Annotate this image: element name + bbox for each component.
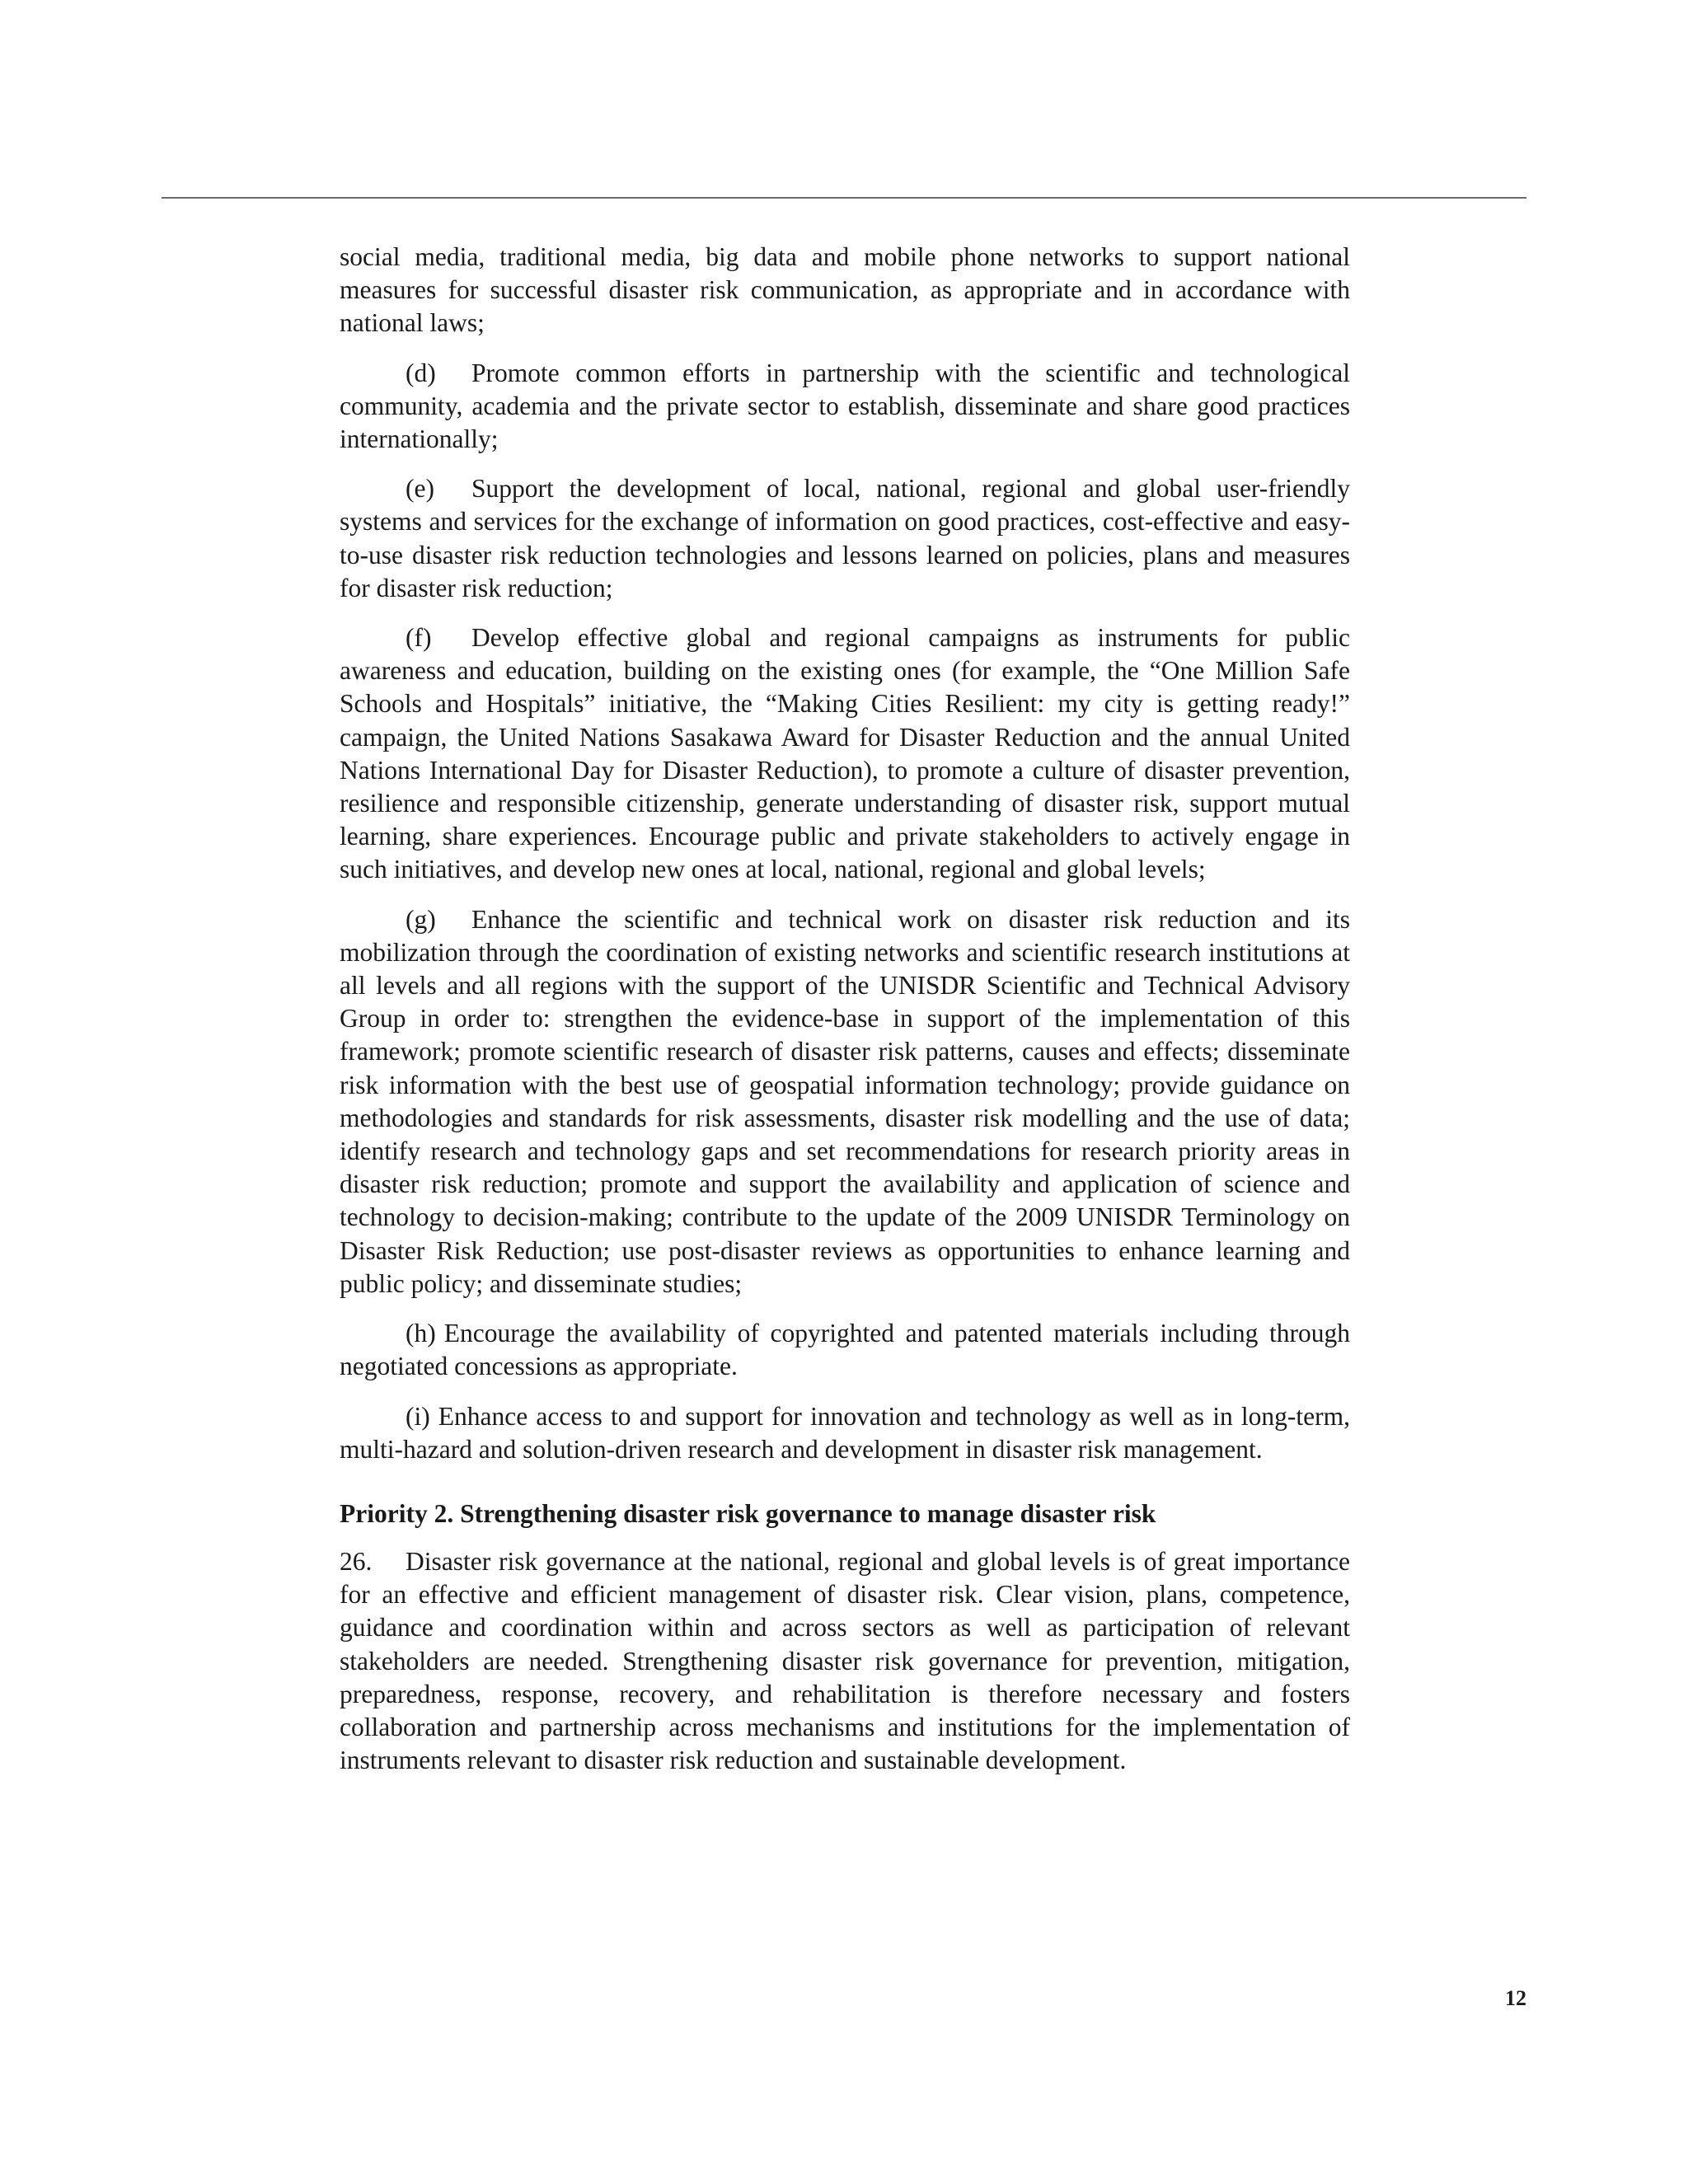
header-rule bbox=[162, 197, 1526, 199]
list-item-text: Enhance the scientific and technical work on disaster risk reduction and its mobilization through the coordination of existing networks and scientific research institutions at all levels and all regions with the support of the UNISDR Scientific and Technical Advisory Group in order to: strengthen the evidence-base in support of the implementation of this framework; promote scientific research of disaster risk patterns, causes and effects; disseminate risk information with the best use of geospatial information technology; provide guidance on methodologies and standards for risk assessments, disaster risk modelling and the use of data; identify research and technology gaps and set recommendations for research priority areas in disaster risk reduction; promote and support the availability and application of science and technology to decision-making; contribute to the update of the 2009 UNISDR Terminology on Disaster Risk Reduction; use post-disaster reviews as opportunities to enhance learning and public policy; and disseminate studies; bbox=[340, 904, 1350, 1298]
section-heading: Priority 2. Strengthening disaster risk governance to manage disaster risk bbox=[340, 1498, 1156, 1528]
paragraph-26 bbox=[340, 1545, 1350, 1777]
list-label: (e) bbox=[406, 474, 434, 504]
list-item-text: Enhance access to and support for innovation and technology as well as in long-term, multi-hazard and solution-driven research and development in disaster risk management. bbox=[340, 1401, 1350, 1464]
list-item-f bbox=[340, 621, 1350, 887]
list-item-text: Encourage the availability of copyrighted and patented materials including through negotiated concessions as appropriate. bbox=[340, 1319, 1350, 1381]
list-label: (g) bbox=[406, 904, 436, 934]
page-number: 12 bbox=[1505, 1986, 1526, 2010]
paragraph-text: Disaster risk governance at the national, regional and global levels is of great importance for an effective and efficient management of disaster risk. Clear vision, plans, competence, guidance and coordination within and across sectors as well as participation of relevant stakeholders are needed. Strengthening disaster risk governance for prevention, mitigation, preparedness, response, recovery, and rehabilitation is therefore necessary and fosters collaboration and partnership across mechanisms and institutions for the implementation of instruments relevant to disaster risk reduction and sustainable development. bbox=[340, 1546, 1350, 1775]
list-item-text: Support the development of local, national, regional and global user-friendly systems and services for the exchange of information on good practices, cost-effective and easy-to-use disaster risk reduction technologies and lessons learned on policies, plans and measures for disaster risk reduction; bbox=[340, 474, 1350, 602]
list-label: (i) bbox=[406, 1401, 430, 1431]
list-label: (h) bbox=[406, 1319, 436, 1348]
list-label: (f) bbox=[406, 623, 432, 653]
list-item-text: Promote common efforts in partnership with the scientific and technological community, academia and the private sector to establish, disseminate and share good practices internationally; bbox=[340, 358, 1350, 454]
list-item-g bbox=[340, 903, 1350, 1301]
list-item-text: Develop effective global and regional campaigns as instruments for public awareness and education, building on the existing ones (for example, the “One Million Safe Schools and Hospitals” initiative, the “Making Cities Resilient: my city is getting ready!” campaign, the United Nations Sasakawa Award for Disaster Reduction and the annual United Nations International Day for Disaster Reduction), to promote a culture of disaster prevention, resilience and responsible citizenship, generate understanding of disaster risk, support mutual learning, share experiences. Encourage public and private stakeholders to actively engage in such initiatives, and develop new ones at local, national, regional and global levels; bbox=[340, 623, 1350, 884]
document-body bbox=[340, 241, 1350, 1793]
list-item-e bbox=[340, 472, 1350, 605]
paragraph-text: social media, traditional media, big data and mobile phone networks to support national measures for successful disaster risk communication, as appropriate and in accordance with national laws; bbox=[340, 242, 1350, 338]
paragraph-number: 26. bbox=[340, 1546, 373, 1576]
list-item-i bbox=[340, 1400, 1350, 1466]
paragraph-continued bbox=[340, 241, 1350, 340]
list-label: (d) bbox=[406, 358, 436, 387]
list-item-d bbox=[340, 357, 1350, 457]
list-item-h bbox=[340, 1317, 1350, 1383]
